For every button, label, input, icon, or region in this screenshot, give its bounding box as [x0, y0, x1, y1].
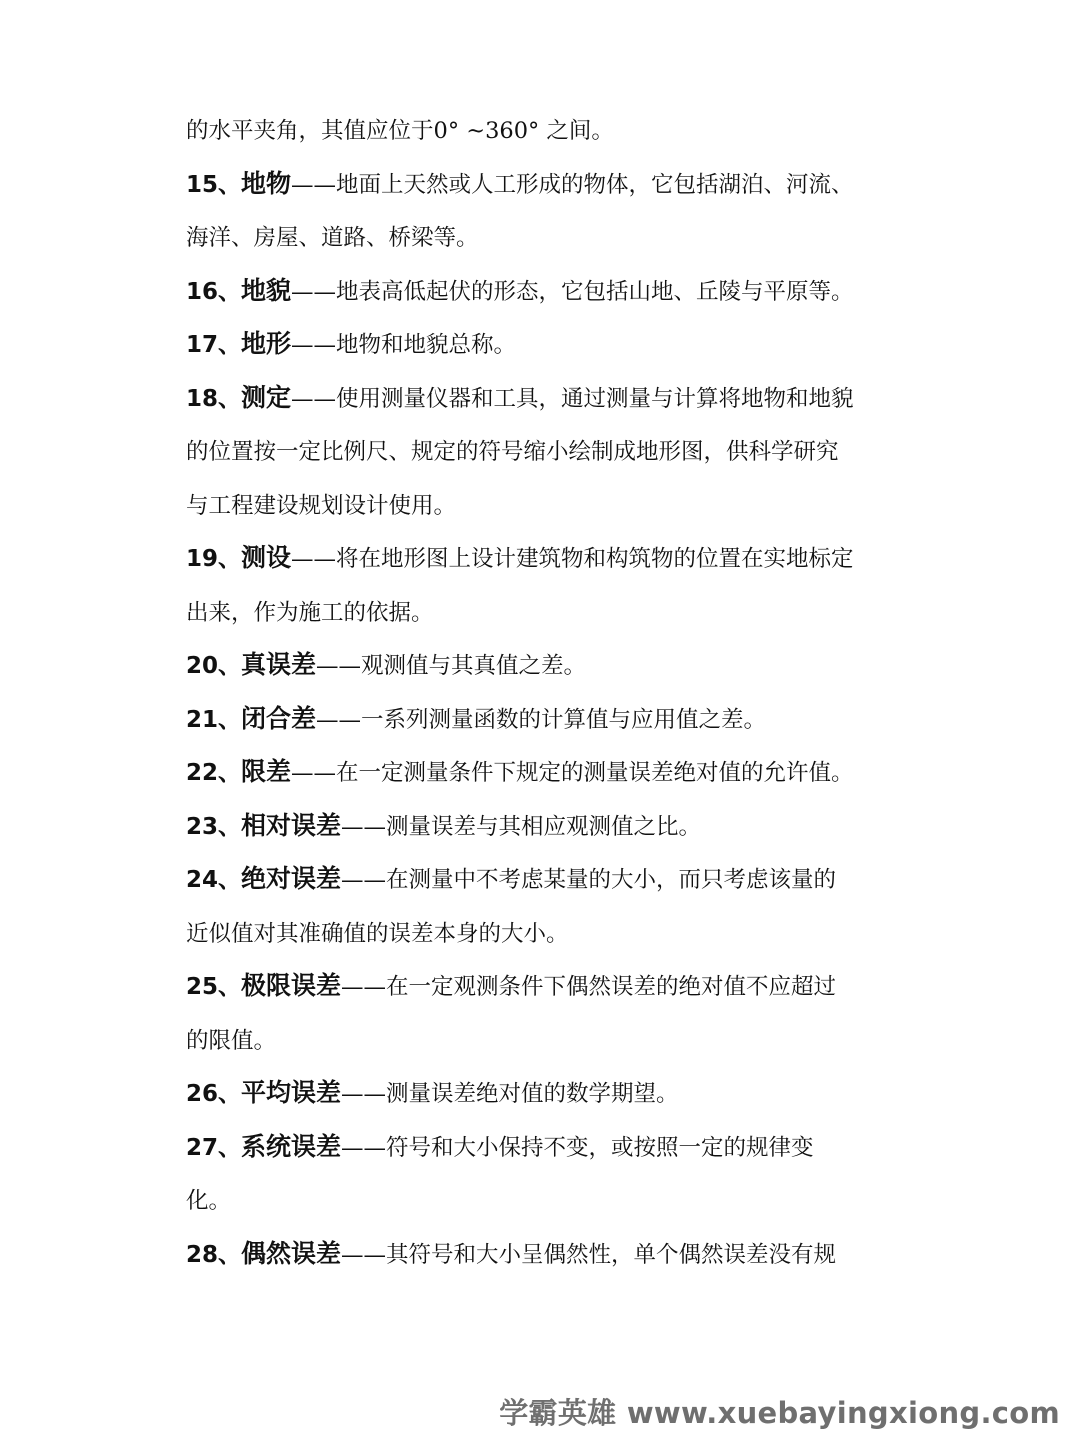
item-number: 27、 [186, 1134, 242, 1161]
item-number: 16、 [186, 278, 242, 305]
item-number: 18、 [186, 385, 242, 412]
text-line [186, 906, 906, 960]
term-heading: 相对误差 [241, 810, 342, 840]
term-heading: 闭合差 [241, 703, 317, 733]
text-line [186, 638, 906, 692]
text-line [186, 799, 906, 853]
item-number: 28、 [186, 1241, 242, 1268]
item-number: 21、 [186, 706, 242, 733]
definition-text: ——将在地形图上设计建筑物和构筑物的位置在实地标定 [291, 546, 854, 572]
item-number: 26、 [186, 1081, 242, 1107]
item-number: 22、 [186, 760, 242, 786]
text-line [186, 531, 906, 585]
text-line [186, 585, 906, 639]
definition-text: ——地表高低起伏的形态，它包括山地、丘陵与平原等。 [291, 278, 854, 305]
definition-text: 的水平夹角，其值应位于0° ~360° 之间。 [186, 118, 614, 144]
text-line [186, 959, 906, 1013]
term-heading: 平均误差 [241, 1078, 342, 1107]
term-heading: 测设 [241, 543, 292, 572]
definition-text: ——地物和地貌总称。 [291, 332, 517, 358]
text-line [186, 1013, 906, 1067]
term-heading: 地物 [241, 168, 292, 198]
text-line [186, 1120, 906, 1174]
item-number: 19、 [186, 546, 242, 572]
site-watermark: 学霸英雄 www.xuebayingxiong.com [499, 1396, 1060, 1430]
text-line [186, 317, 906, 371]
text-line [186, 692, 906, 746]
term-heading: 测定 [241, 382, 292, 412]
document-body [186, 103, 906, 1280]
term-heading: 地形 [241, 329, 292, 358]
definition-text: 海洋、房屋、道路、桥梁等。 [186, 225, 479, 251]
text-line [186, 424, 906, 478]
item-number: 20、 [186, 653, 242, 679]
item-number: 24、 [186, 867, 242, 893]
text-line [186, 210, 906, 264]
definition-text: ——在测量中不考虑某量的大小，而只考虑该量的 [341, 867, 837, 893]
definition-text: ——符号和大小保持不变，或按照一定的规律变 [341, 1134, 814, 1161]
definition-text: 的位置按一定比例尺、规定的符号缩小绘制成地形图，供科学研究 [186, 439, 839, 465]
term-heading: 限差 [241, 757, 292, 786]
text-line [186, 1066, 906, 1120]
item-number: 23、 [186, 813, 242, 840]
text-line [186, 1227, 906, 1281]
item-number: 17、 [186, 332, 242, 358]
text-line [186, 264, 906, 318]
definition-text: ——其符号和大小呈偶然性，单个偶然误差没有规 [341, 1241, 837, 1268]
definition-text: ——测量误差与其相应观测值之比。 [341, 813, 702, 840]
definition-text: ——在一定观测条件下偶然误差的绝对值不应超过 [341, 974, 837, 1000]
definition-text: ——一系列测量函数的计算值与应用值之差。 [316, 706, 767, 733]
item-number: 15、 [186, 171, 242, 198]
item-number: 25、 [186, 974, 242, 1000]
term-heading: 绝对误差 [241, 864, 342, 893]
definition-text: ——在一定测量条件下规定的测量误差绝对值的允许值。 [291, 760, 854, 786]
term-heading: 真误差 [241, 650, 317, 679]
text-line [186, 478, 906, 532]
definition-text: ——测量误差绝对值的数学期望。 [341, 1081, 679, 1107]
definition-text: 近似值对其准确值的误差本身的大小。 [186, 920, 569, 947]
text-line [186, 745, 906, 799]
term-heading: 地貌 [241, 275, 292, 305]
term-heading: 偶然误差 [241, 1238, 342, 1268]
definition-text: 出来，作为施工的依据。 [186, 599, 434, 626]
text-line [186, 1173, 906, 1227]
definition-text: 化。 [186, 1188, 232, 1214]
term-heading: 系统误差 [241, 1131, 342, 1161]
text-line [186, 103, 906, 157]
definition-text: ——地面上天然或人工形成的物体，它包括湖泊、河流、 [291, 171, 854, 198]
definition-text: 与工程建设规划设计使用。 [186, 492, 457, 519]
term-heading: 极限误差 [241, 971, 342, 1000]
text-line [186, 371, 906, 425]
definition-text: 的限值。 [186, 1027, 277, 1054]
text-line [186, 157, 906, 211]
definition-text: ——观测值与其真值之差。 [316, 653, 587, 679]
text-line [186, 852, 906, 906]
definition-text: ——使用测量仪器和工具，通过测量与计算将地物和地貌 [291, 385, 854, 412]
